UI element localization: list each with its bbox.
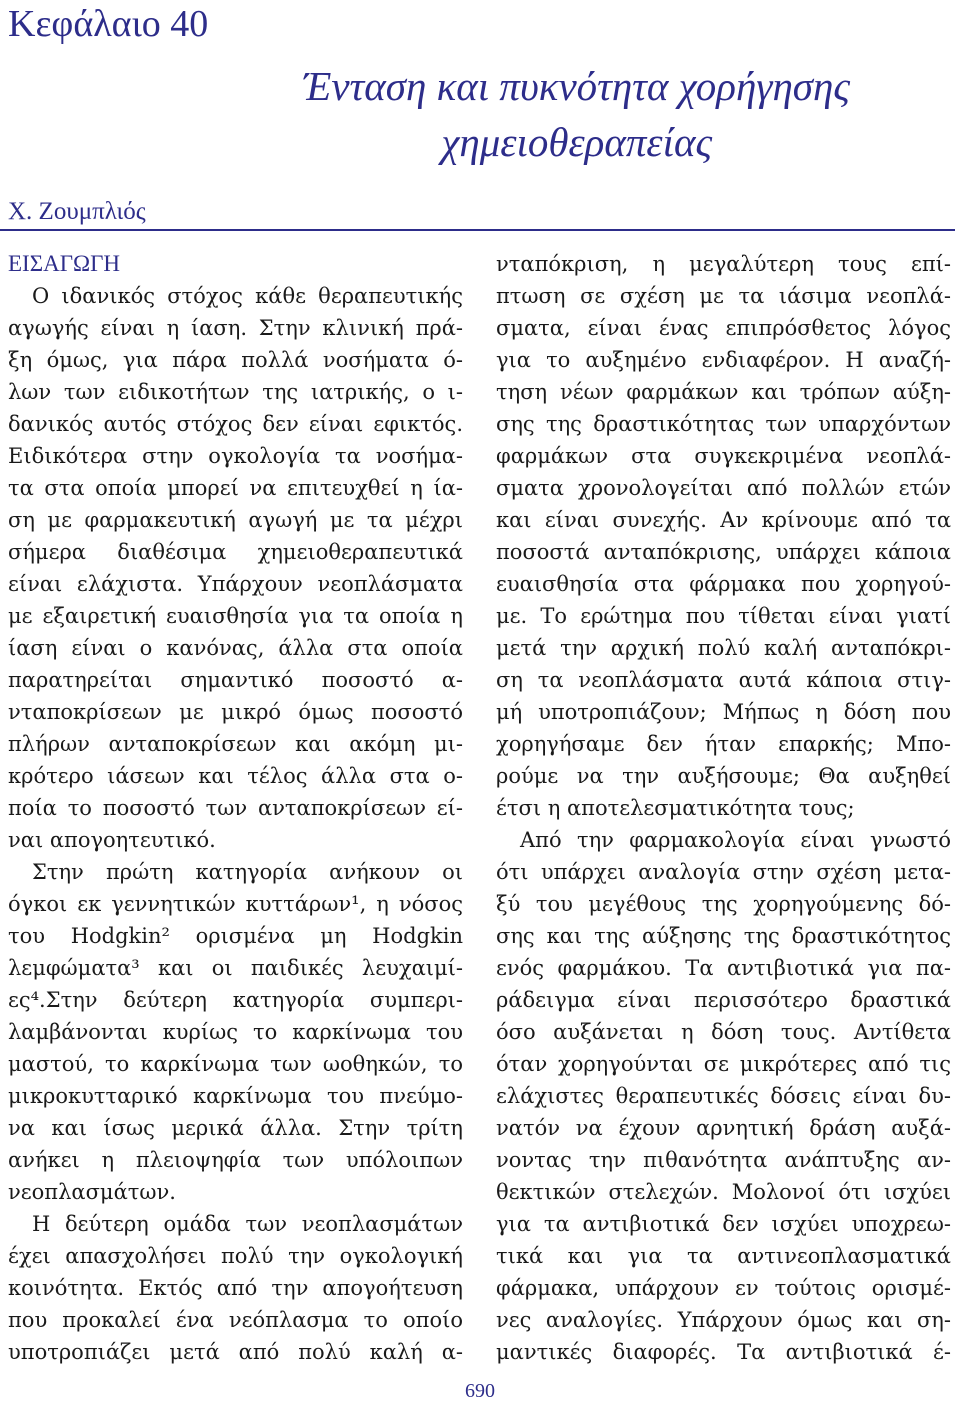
text-line: και είναι συνεχής. Αν κρίνουμε από τα [496, 508, 951, 532]
text-line: μαστού, το καρκίνωμα των ωοθηκών, το [8, 1052, 463, 1076]
text-line: μικροκυτταρικό καρκίνωμα του πνεύμο- [8, 1084, 463, 1108]
chapter-label: Κεφάλαιο 40 [8, 3, 209, 45]
chapter-title [304, 58, 850, 170]
text-line: ίαση είναι ο κανόνας, άλλα στα οποία [8, 636, 463, 660]
text-line: ση τα νεοπλάσματα αυτά κάποια στιγ- [496, 668, 951, 692]
text-line: για το αυξημένο ενδιαφέρον. Η αναζή- [496, 348, 951, 372]
left-column-lines [8, 280, 463, 1368]
text-line: πλήρων ανταποκρίσεων και ακόμη μι- [8, 732, 463, 756]
text-line: κοινότητα. Εκτός από την απογοήτευση [8, 1276, 463, 1300]
text-line: νοντας την πιθανότητα ανάπτυξης αν- [496, 1148, 951, 1172]
text-line: νες αναλογίες. Υπάρχουν όμως και ση- [496, 1308, 951, 1332]
text-line: χορηγήσαμε δεν ήταν επαρκής; Μπο- [496, 732, 951, 756]
text-line: τικά και για τα αντινεοπλασματικά [496, 1244, 951, 1268]
text-line: νταποκρίσεων με μικρό όμως ποσοστό [8, 700, 463, 724]
text-line: με εξαιρετική ευαισθησία για τα οποία η [8, 604, 463, 628]
text-line: που προκαλεί ένα νεόπλασμα το οποίο [8, 1308, 463, 1332]
text-line: για τα αντιβιοτικά δεν ισχύει υποχρεω- [496, 1212, 951, 1236]
text-line: σης της δραστικότητας των υπαρχόντων [496, 412, 951, 436]
text-line: με. Το ερώτημα που τίθεται είναι γιατί [496, 604, 951, 628]
text-line: όσο αυξάνεται η δόση τους. Αντίθετα [496, 1020, 951, 1044]
chapter-title-line-1: Ένταση και πυκνότητα χορήγησης [303, 63, 850, 109]
text-line: σης και της αύξησης της δραστικότητος [496, 924, 951, 948]
text-line: μετά την αρχική πολύ καλή ανταπόκρι- [496, 636, 951, 660]
text-line: έχει απασχολήσει πολύ την ογκολογική [8, 1244, 463, 1268]
text-line: νατόν να έχουν αρνητική δράση αυξά- [496, 1116, 951, 1140]
text-line: λεμφώματα³ και οι παιδικές λευχαιμί- [8, 956, 463, 980]
text-line: ράδειγμα είναι περισσότερο δραστικά [496, 988, 951, 1012]
text-line: Η δεύτερη ομάδα των νεοπλασμάτων [32, 1212, 463, 1236]
text-line: παρατηρείται σημαντικό ποσοστό α- [8, 668, 463, 692]
text-line: ευαισθησία στα φάρμακα που χορηγού- [496, 572, 951, 596]
right-column-lines [496, 248, 951, 1368]
text-line: δανικός αυτός στόχος δεν είναι εφικτός. [8, 412, 463, 436]
text-line: πτωση σε σχέση με τα ιάσιμα νεοπλά- [496, 284, 951, 308]
text-line: φάρμακα, υπάρχουν εν τούτοις ορισμέ- [496, 1276, 951, 1300]
text-line: έτσι η αποτελεσματικότητα τους; [496, 796, 855, 820]
text-line: νεοπλασμάτων. [8, 1180, 176, 1204]
text-line: Από την φαρμακολογία είναι γνωστό [520, 828, 951, 852]
text-line: ανήκει η πλειοψηφία των υπόλοιπων [8, 1148, 463, 1172]
author-name: Χ. Ζουμπλιός [8, 198, 146, 225]
text-line: είναι ελάχιστα. Υπάρχουν νεοπλάσματα [8, 572, 463, 596]
text-line: του Hodgkin² ορισμένα μη Hodgkin [8, 924, 463, 948]
text-line: λων των ειδικοτήτων της ιατρικής, ο ι- [8, 380, 463, 404]
text-line: σήμερα διαθέσιμα χημειοθεραπευτικά [8, 540, 463, 564]
page-number: 690 [465, 1380, 495, 1402]
text-line: σματα χρονολογείται από πολλών ετών [496, 476, 951, 500]
text-line: όγκοι εκ γεννητικών κυττάρων¹, η νόσος [8, 892, 463, 916]
text-line: σματα, είναι ένας επιπρόσθετος λόγος [496, 316, 951, 340]
text-line: υποτροπιάζει μετά από πολύ καλή α- [8, 1340, 463, 1364]
text-line: ενός φαρμάκου. Τα αντιβιοτικά για πα- [496, 956, 951, 980]
text-line: ελάχιστες θεραπευτικές δόσεις είναι δυ- [496, 1084, 951, 1108]
text-line: ναι απογοητευτικό. [8, 828, 216, 852]
text-line: μή υποτροπιάζουν; Μήπως η δόση που [496, 700, 951, 724]
text-line: μαντικές διαφορές. Τα αντιβιοτικά έ- [496, 1340, 951, 1364]
text-line: ρούμε να την αυξήσουμε; Θα αυξηθεί [496, 764, 951, 788]
text-line: να και ίσως μερικά άλλα. Στην τρίτη [8, 1116, 463, 1140]
header-divider [0, 229, 955, 231]
section-heading: ΕΙΣΑΓΩΓΗ [8, 251, 121, 276]
text-line: όταν χορηγούνται σε μικρότερες από τις [496, 1052, 951, 1076]
right-text-column [496, 248, 951, 1368]
text-line: Ειδικότερα στην ογκολογία τα νοσήμα- [8, 444, 463, 468]
chapter-title-line-2: χημειοθεραπείας [441, 119, 713, 165]
text-line: ότι υπάρχει αναλογία στην σχέση μετα- [496, 860, 951, 884]
text-line: ποία το ποσοστό των ανταποκρίσεων εί- [8, 796, 463, 820]
text-line: νταπόκριση, η μεγαλύτερη τους επί- [496, 252, 951, 276]
text-line: αγωγής είναι η ίαση. Στην κλινική πρά- [8, 316, 463, 340]
text-line: ες⁴.Στην δεύτερη κατηγορία συμπερι- [8, 988, 463, 1012]
text-line: ποσοστά ανταπόκρισης, υπάρχει κάποια [496, 540, 951, 564]
text-line: τηση νέων φαρμάκων και τρόπων αύξη- [496, 380, 951, 404]
text-line: φαρμάκων στα συγκεκριμένα νεοπλά- [496, 444, 951, 468]
text-line: ση με φαρμακευτική αγωγή με τα μέχρι [8, 508, 463, 532]
text-line: θεκτικών στελεχών. Μολονοί ότι ισχύει [496, 1180, 951, 1204]
text-line: ξη όμως, για πάρα πολλά νοσήματα ό- [8, 348, 463, 372]
text-line: λαμβάνονται κυρίως το καρκίνωμα του [8, 1020, 463, 1044]
text-line: τα στα οποία μπορεί να επιτευχθεί η ία- [8, 476, 463, 500]
text-line: κρότερο ιάσεων και τέλος άλλα στα ο- [8, 764, 463, 788]
text-line: ξύ του μεγέθους της χορηγούμενης δό- [496, 892, 951, 916]
text-line: Στην πρώτη κατηγορία ανήκουν οι [32, 860, 463, 884]
text-line: Ο ιδανικός στόχος κάθε θεραπευτικής [32, 284, 463, 308]
left-text-column [8, 248, 463, 1368]
